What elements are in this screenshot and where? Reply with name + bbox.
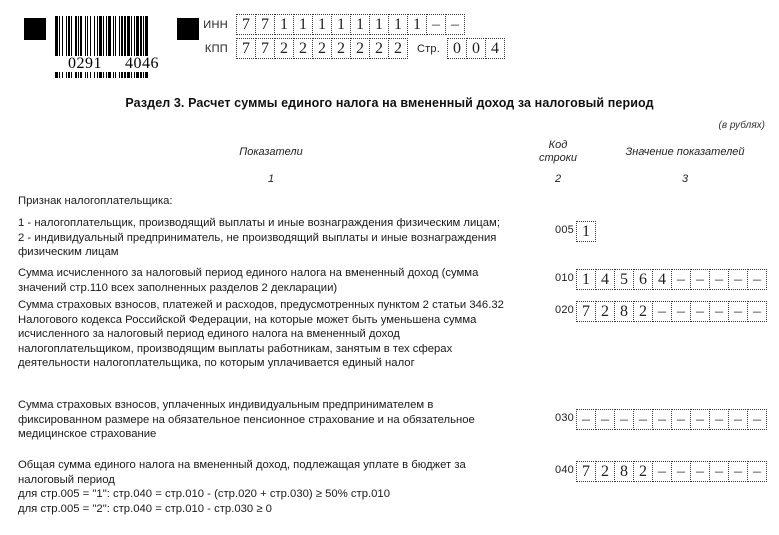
kpp-cell[interactable]: 2 [274,38,294,59]
row-code-030: 030 [555,412,574,424]
kpp-cell[interactable]: 7 [255,38,275,59]
row-020-value-cell[interactable]: 2 [595,301,615,322]
row-040-value-input[interactable] [576,461,766,482]
kpp-cell[interactable]: 2 [312,38,332,59]
inn-field-row [198,14,464,35]
column-number-1: 1 [267,173,275,185]
alignment-mark-left [24,18,46,40]
inn-cell[interactable]: 1 [312,14,332,35]
page-number-input[interactable] [447,38,504,59]
row-040-value-cell[interactable]: – [709,461,729,482]
row-005-heading [18,194,534,209]
form-header [0,0,779,88]
row-code-040: 040 [555,464,574,476]
row-010-value-input[interactable] [576,269,766,290]
row-code-010: 010 [555,272,574,284]
row-040-value-cell[interactable]: 2 [633,461,653,482]
kpp-input[interactable] [236,38,407,59]
row-040-value-cell[interactable]: – [671,461,691,482]
row-040-formula-1: для стр.005 = "1": стр.040 = стр.010 - (стр.020 + стр.030) ≥ 50% стр.010 [18,488,390,501]
row-030-value-cell[interactable]: – [595,409,615,430]
row-030-value-cell[interactable]: – [709,409,729,430]
row-010-value-cell[interactable]: 1 [576,269,596,290]
row-030-line-3: медицинское страхование [18,428,157,441]
kpp-cell[interactable]: 2 [293,38,313,59]
barcode-digits-left: 0291 [68,55,102,72]
row-030-description [18,398,534,442]
row-010-value-cell[interactable]: – [728,269,748,290]
column-number-3: 3 [681,173,689,185]
row-020-value-cell[interactable]: 7 [576,301,596,322]
row-020-value-cell[interactable]: – [671,301,691,322]
column-header-value: Значение показателей [625,146,745,158]
row-020-line-5: деятельности налогоплательщика, по которым уплачивается единый налог [18,357,415,370]
row-020-line-1: Сумма страховых взносов, платежей и расходов, предусмотренных пунктом 2 статьи 346.32 [18,299,504,311]
inn-cell[interactable]: 1 [388,14,408,35]
row-010-description [18,266,534,295]
row-030-value-input[interactable] [576,409,766,430]
page-label: Стр. [417,42,440,55]
inn-cell[interactable]: – [426,14,446,35]
inn-cell[interactable]: 1 [369,14,389,35]
row-040-line-2: налоговый период [18,473,115,486]
row-040-line-1: Общая сумма единого налога на вмененный доход, подлежащая уплате в бюджет за [18,459,466,471]
page-number-cell[interactable]: 0 [447,38,467,59]
inn-cell[interactable]: 7 [255,14,275,35]
row-030-line-1: Сумма страховых взносов, уплаченных индивидуальным предпринимателем в [18,399,434,411]
kpp-field-row [198,38,504,59]
row-010-line-2: значений стр.110 всех заполненных разделов 2 декларации) [18,281,338,294]
alignment-mark-right [177,18,199,40]
row-040-value-cell[interactable]: 2 [595,461,615,482]
row-030-value-cell[interactable]: – [690,409,710,430]
row-005-value-cell[interactable]: 1 [576,221,596,242]
column-number-2: 2 [554,173,562,185]
inn-cell[interactable]: – [445,14,465,35]
row-020-value-cell[interactable]: – [728,301,748,322]
row-020-description [18,298,534,371]
inn-cell[interactable]: 1 [293,14,313,35]
column-header-code-line1: Код [548,139,568,151]
row-030-value-cell[interactable]: – [633,409,653,430]
row-020-value-cell[interactable]: – [747,301,767,322]
row-020-line-3: исчисленного за налоговый период единого налога на вмененный доход [18,328,400,341]
row-030-value-cell[interactable]: – [671,409,691,430]
row-code-005: 005 [555,224,574,236]
kpp-label: КПП [204,42,228,55]
inn-cell[interactable]: 1 [331,14,351,35]
kpp-cell[interactable]: 2 [350,38,370,59]
row-030-value-cell[interactable]: – [728,409,748,430]
row-040-value-cell[interactable]: 8 [614,461,634,482]
barcode [24,10,199,82]
page-number-cell[interactable]: 4 [485,38,505,59]
row-030-value-cell[interactable]: – [614,409,634,430]
row-030-line-2: фиксированном размере на обязательное пенсионное страхование и на обязательное [18,413,475,426]
row-040-description [18,458,534,516]
row-020-value-cell[interactable]: – [652,301,672,322]
row-005-line-2: 2 - индивидуальный предприниматель, не производящий выплаты и иные вознаграждения [18,231,497,244]
row-010-value-cell[interactable]: – [709,269,729,290]
page-title: Раздел 3. Расчет суммы единого налога на вмененный доход за налоговый период [125,96,654,110]
row-005-line-1: 1 - налогоплательщик, производящий выплаты и иные вознаграждения физическим лицам; [18,217,500,229]
row-020-line-2: Налогового кодекса Российской Федерации, на которые может быть уменьшена сумма [18,313,477,326]
column-header-code [527,139,589,165]
currency-note: (в рублях) [718,120,765,131]
inn-label: ИНН [203,18,228,31]
row-010-value-cell[interactable]: 4 [595,269,615,290]
row-code-020: 020 [555,304,574,316]
row-030-value-cell[interactable]: – [652,409,672,430]
barcode-digits [55,56,172,72]
column-header-code-line2: строки [538,152,578,164]
row-010-value-cell[interactable]: 5 [614,269,634,290]
barcode-digits-right: 4046 [125,55,159,72]
row-005-value-input[interactable] [576,221,595,242]
inn-cell[interactable]: 1 [274,14,294,35]
column-header-indicators: Показатели [239,146,303,158]
row-040-formula-2: для стр.005 = "2": стр.040 = стр.010 - стр.030 ≥ 0 [18,502,272,515]
inn-cell[interactable]: 1 [407,14,427,35]
row-020-value-cell[interactable]: 8 [614,301,634,322]
row-040-value-cell[interactable]: – [728,461,748,482]
kpp-cell[interactable]: 7 [236,38,256,59]
row-010-value-cell[interactable]: – [747,269,767,290]
row-030-value-cell[interactable]: – [747,409,767,430]
kpp-cell[interactable]: 2 [369,38,389,59]
row-020-value-cell[interactable]: – [690,301,710,322]
row-010-value-cell[interactable]: 6 [633,269,653,290]
row-040-value-cell[interactable]: – [747,461,767,482]
page-number-cell[interactable]: 0 [466,38,486,59]
row-040-value-cell[interactable]: – [652,461,672,482]
row-030-value-cell[interactable]: – [576,409,596,430]
inn-input[interactable] [236,14,464,35]
inn-cell[interactable]: 7 [236,14,256,35]
row-010-value-cell[interactable]: – [690,269,710,290]
row-010-line-1: Сумма исчисленного за налоговый период единого налога на вмененный доход (сумма [18,267,479,279]
row-005-heading-text: Признак налогоплательщика: [18,195,173,207]
kpp-cell[interactable]: 2 [388,38,408,59]
row-040-value-cell[interactable]: 7 [576,461,596,482]
row-020-line-4: налогоплательщиком, производящим выплаты работникам, занятым в тех сферах [18,342,453,355]
row-040-value-cell[interactable]: – [690,461,710,482]
row-010-value-cell[interactable]: – [671,269,691,290]
kpp-cell[interactable]: 2 [331,38,351,59]
row-010-value-cell[interactable]: 4 [652,269,672,290]
row-020-value-cell[interactable]: – [709,301,729,322]
row-005-line-3: физическим лицам [18,246,119,259]
row-020-value-input[interactable] [576,301,766,322]
inn-cell[interactable]: 1 [350,14,370,35]
row-020-value-cell[interactable]: 2 [633,301,653,322]
row-005-description [18,216,534,260]
